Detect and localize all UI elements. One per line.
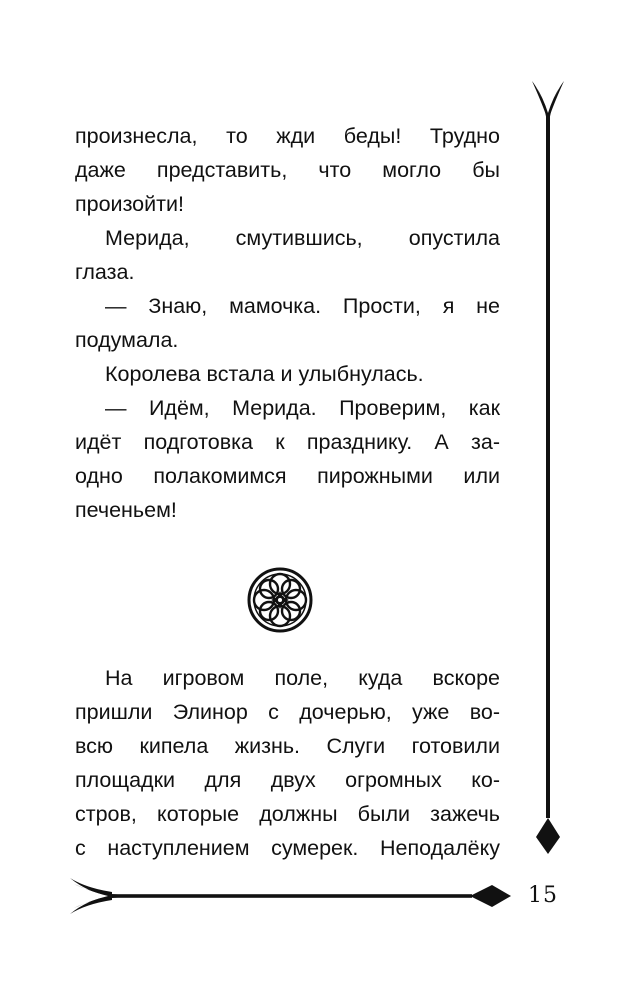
text-line: Мерида, смутившись, опустила — [105, 226, 500, 250]
text-line: произнесла, то жди беды! Трудно — [75, 124, 500, 148]
text-line: стров, которые должны были зажечь — [75, 802, 500, 826]
text-line: — Идём, Мерида. Проверим, как — [105, 396, 500, 420]
text-line: пришли Элинор с дочерью, уже во- — [75, 700, 500, 724]
arrow-right-icon — [68, 876, 512, 916]
text-line: глаза. — [75, 260, 135, 284]
page-number: 15 — [528, 883, 558, 908]
text-line: подумала. — [75, 328, 179, 352]
text-line: с наступлением сумерек. Неподалёку — [75, 836, 500, 860]
text-block-top — [75, 119, 500, 527]
text-line: произойти! — [75, 192, 184, 216]
text-line: — Знаю, мамочка. Прости, я не — [105, 294, 500, 318]
text-line: площадки для двух огромных ко- — [75, 768, 500, 792]
text-line: всю кипела жизнь. Слуги готовили — [75, 734, 500, 758]
text-line: идёт подготовка к празднику. А за- — [75, 430, 500, 454]
text-block-bottom — [75, 661, 500, 865]
text-line: одно полакомимся пирожными или — [75, 464, 500, 488]
text-line: печеньем! — [75, 498, 177, 522]
text-line: даже представить, что могло бы — [75, 158, 500, 182]
text-line: Королева встала и улыбнулась. — [105, 362, 424, 386]
arrow-down-icon — [531, 75, 565, 855]
celtic-knot-icon — [247, 567, 313, 633]
text-line: На игровом поле, куда вскоре — [105, 666, 500, 690]
